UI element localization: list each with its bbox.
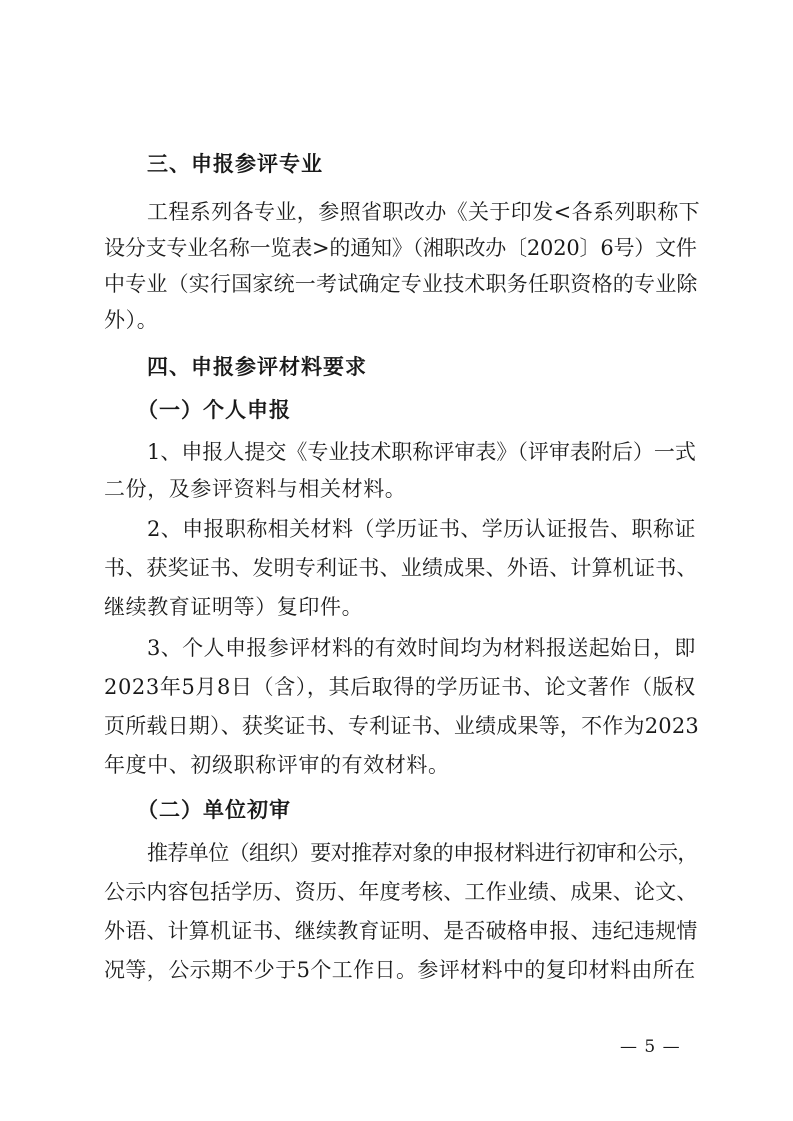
- item-1-line-2: 二份，及参评资料与相关材料。: [104, 477, 407, 501]
- item-3-line-2: 2023年5月8日（含），其后取得的学历证书、论文著作（版权: [104, 675, 696, 699]
- section-4-heading: 四、申报参评材料要求: [147, 355, 367, 379]
- section-3-line-4: 外）。: [104, 308, 159, 332]
- section-3-line-2: 设分支专业名称一览表>的通知》（湘职改办〔2020〕6号）文件: [104, 236, 697, 260]
- subsection-2-line-2: 公示内容包括学历、资历、年度考核、工作业绩、成果、论文、: [104, 880, 698, 904]
- subsection-2-line-3: 外语、计算机证书、继续教育证明、是否破格申报、违纪违规情: [104, 919, 698, 943]
- subsection-2-line-4: 况等，公示期不少于5个工作日。参评材料中的复印材料由所在: [104, 958, 696, 982]
- item-1-line-1: 1、申报人提交《专业技术职称评审表》（评审表附后）一式: [147, 440, 696, 464]
- subsection-2-heading: （二）单位初审: [137, 798, 291, 822]
- item-3-line-3: 页所载日期）、获奖证书、专利证书、业绩成果等，不作为2023: [104, 714, 699, 738]
- item-3-line-1: 3、个人申报参评材料的有效时间均为材料报送起始日，即: [147, 636, 696, 660]
- section-3-line-3: 中专业（实行国家统一考试确定专业技术职务任职资格的专业除: [104, 272, 698, 296]
- subsection-1-heading: （一）个人申报: [137, 398, 291, 422]
- item-2-line-3: 继续教育证明等）复印件。: [104, 595, 364, 619]
- subsection-2-line-1: 推荐单位（组织）要对推荐对象的申报材料进行初审和公示，: [147, 841, 698, 865]
- item-2-line-1: 2、申报职称相关材料（学历证书、学历认证报告、职称证: [147, 517, 696, 541]
- item-3-line-4: 年度中、初级职称评审的有效材料。: [104, 753, 450, 777]
- item-2-line-2: 书、获奖证书、发明专利证书、业绩成果、外语、计算机证书、: [104, 556, 698, 580]
- section-3-heading: 三、申报参评专业: [147, 152, 323, 176]
- section-3-line-1: 工程系列各专业，参照省职改办《关于印发<各系列职称下: [147, 200, 700, 224]
- page-number: — 5 —: [620, 1037, 681, 1057]
